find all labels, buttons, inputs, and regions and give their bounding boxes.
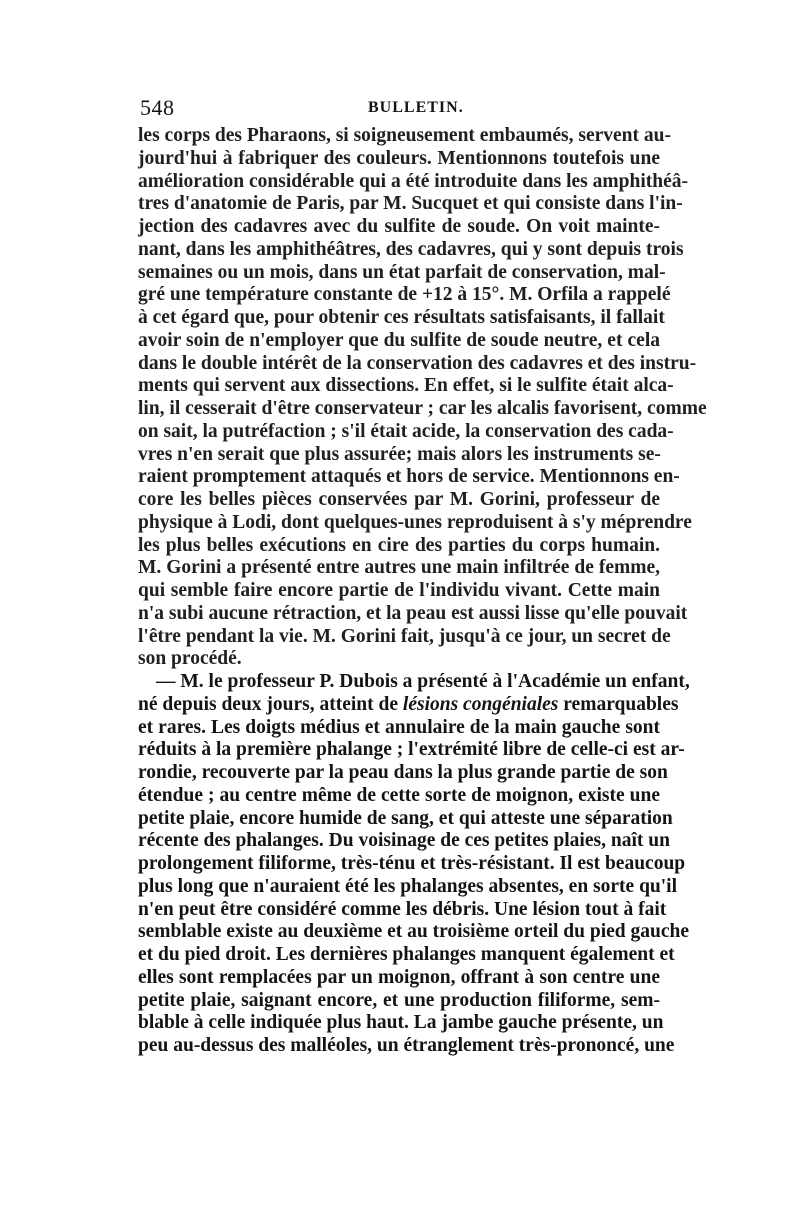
text-line: elles sont remplacées par un moignon, offrant à son centre une	[138, 966, 660, 988]
text-line: blable à celle indiquée plus haut. La jambe gauche présente, un	[138, 1012, 664, 1034]
text-line: M. Gorini a présenté entre autres une main infiltrée de femme,	[138, 557, 660, 579]
text-line: vres n'en serait que plus assurée; mais alors les instruments se-	[138, 443, 661, 465]
text-line: n'en peut être considéré comme les débris. Une lésion tout à fait	[138, 898, 667, 920]
running-title: BULLETIN.	[368, 99, 464, 116]
text-line	[138, 693, 679, 717]
text-line: on sait, la putréfaction ; s'il était acide, la conservation des cada-	[138, 420, 674, 442]
text-line: et du pied droit. Les dernières phalanges manquent également et	[138, 944, 675, 965]
text-line: petite plaie, encore humide de sang, et qui atteste une séparation	[138, 807, 673, 829]
text-line: lin, il cesserait d'être conservateur ; car les alcalis favorisent, comme	[138, 398, 707, 419]
text-line: prolongement filiforme, très-ténu et très-résistant. Il est beaucoup	[138, 853, 686, 874]
text-line: plus long que n'auraient été les phalanges absentes, en sorte qu'il	[138, 875, 678, 897]
page-header	[140, 95, 660, 125]
text-fragment: remarquables	[558, 693, 679, 715]
text-line: les corps des Pharaons, si soigneusement embaumés, servent au-	[138, 125, 671, 146]
paragraph-pharaons-conservation	[138, 125, 707, 671]
text-line: physique à Lodi, dont quelques-unes reproduisent à s'y méprendre	[138, 511, 692, 533]
text-line: dans le double intérêt de la conservation des cadavres et des instru-	[138, 352, 697, 374]
text-line: étendue ; au centre même de cette sorte de moignon, existe une	[138, 784, 660, 806]
text-line: récente des phalanges. Du voisinage de ces petites plaies, naît un	[138, 830, 670, 852]
text-line: semaines ou un mois, dans un état parfait de conservation, mal-	[138, 261, 666, 283]
text-line: les plus belles exécutions en cire des parties du corps humain.	[138, 534, 660, 556]
page-number: 548	[140, 95, 175, 120]
text-line: avoir soin de n'employer que du sulfite de soude neutre, et cela	[138, 329, 660, 351]
text-line: petite plaie, saignant encore, et une production filiforme, sem-	[138, 989, 660, 1011]
text-line: et rares. Les doigts médius et annulaire de la main gauche sont	[138, 716, 660, 738]
text-line: tres d'anatomie de Paris, par M. Sucquet et qui consiste dans l'in-	[138, 193, 683, 215]
text-fragment: né depuis deux jours, atteint de	[138, 693, 403, 715]
text-line: nant, dans les amphithéâtres, des cadavres, qui y sont depuis trois	[138, 238, 684, 260]
text-line: n'a subi aucune rétraction, et la peau est aussi lisse qu'elle pouvait	[138, 602, 688, 624]
italic-term: lésions congéniales	[402, 693, 559, 715]
text-line: jourd'hui à fabriquer des couleurs. Mentionnons toutefois une	[138, 147, 660, 169]
text-line: à cet égard que, pour obtenir ces résultats satisfaisants, il fallait	[138, 307, 665, 328]
body-text	[138, 125, 707, 1058]
text-line: — M. le professeur P. Dubois a présenté à l'Académie un enfant,	[156, 671, 690, 692]
text-line: ments qui servent aux dissections. En effet, si le sulfite était alca-	[138, 375, 674, 397]
text-line: raient promptement attaqués et hors de service. Mentionnons en-	[138, 466, 680, 488]
text-line: gré une température constante de +12 à 15°. M. Orfila a rappelé	[138, 284, 671, 306]
text-line: réduits à la première phalange ; l'extrémité libre de celle-ci est ar-	[138, 739, 685, 761]
text-line: l'être pendant la vie. M. Gorini fait, jusqu'à ce jour, un secret de	[138, 625, 671, 647]
text-line: qui semble faire encore partie de l'individu vivant. Cette main	[138, 580, 660, 601]
text-line: jection des cadavres avec du sulfite de soude. On voit mainte-	[138, 216, 660, 237]
paragraph-dubois-lesions	[138, 671, 690, 1058]
text-line: semblable existe au deuxième et au troisième orteil du pied gauche	[138, 921, 689, 943]
text-line: amélioration considérable qui a été introduite dans les amphithéâ-	[138, 170, 688, 192]
text-line: peu au-dessus des malléoles, un étranglement très-prononcé, une	[138, 1035, 675, 1056]
text-line: core les belles pièces conservées par M. Gorini, professeur de	[138, 489, 660, 510]
text-line: rondie, recouverte par la peau dans la plus grande partie de son	[138, 762, 668, 783]
text-line: son procédé.	[138, 648, 242, 670]
